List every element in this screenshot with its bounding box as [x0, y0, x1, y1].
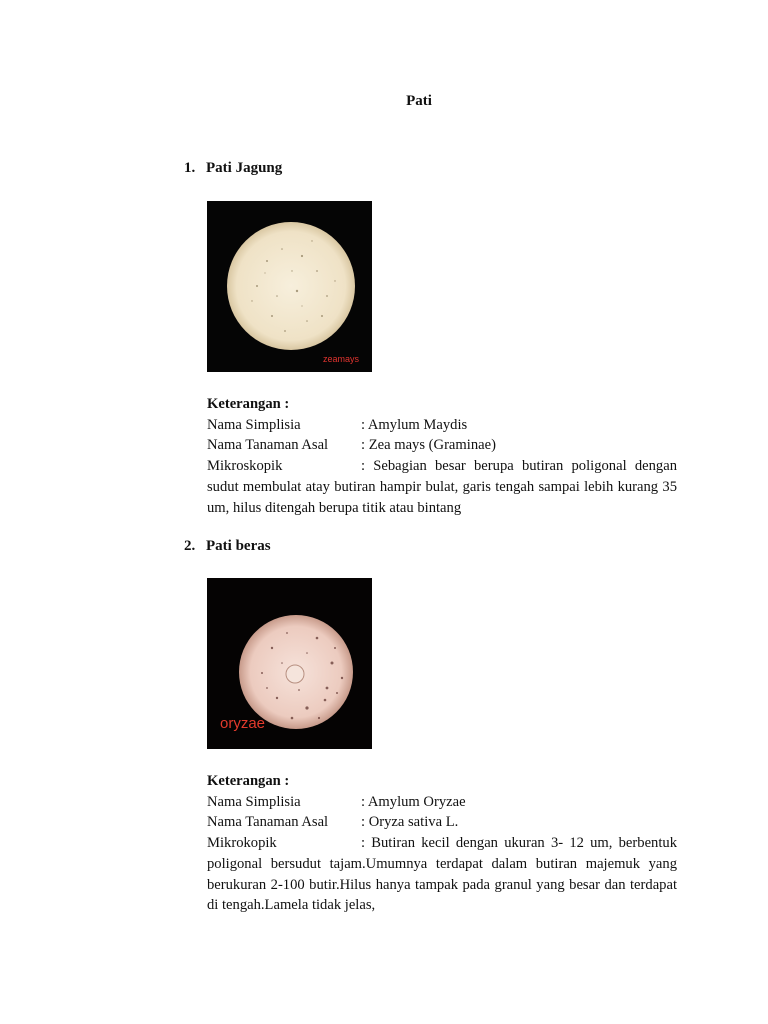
- info-row: [207, 812, 677, 833]
- description-key: Mikroskopik: [207, 458, 283, 475]
- info-value: : Amylum Maydis: [361, 416, 468, 433]
- info-key: Nama Simplisia: [207, 416, 301, 433]
- keterangan-block-beras: [207, 771, 677, 916]
- keterangan-title: Keterangan :: [207, 773, 290, 789]
- info-row: [207, 792, 677, 813]
- info-value: : Zea mays (Graminae): [361, 437, 496, 454]
- micrograph-label: zeamays: [323, 354, 360, 364]
- info-key: Nama Simplisia: [207, 793, 301, 810]
- info-row: [207, 435, 677, 456]
- keterangan-block-jagung: [207, 394, 677, 518]
- description-text: : Sebagian besar berupa butiran poligonal dengan sudut membulat atay butiran hampir bulat, garis tengah sampai lebih kurang 35 um, hilus ditengah berupa titik atau bintang: [207, 458, 677, 516]
- info-row: [207, 415, 677, 436]
- info-value: : Amylum Oryzae: [361, 793, 466, 810]
- description-paragraph: [207, 833, 677, 916]
- micrograph-label: oryzae: [220, 715, 266, 732]
- section-heading-beras: [184, 538, 271, 555]
- section-number: 2.: [184, 538, 196, 554]
- info-key: Nama Tanaman Asal: [207, 814, 329, 831]
- description-key: Mikrokopik: [207, 835, 277, 852]
- section-number: 1.: [184, 160, 196, 176]
- info-value: : Oryza sativa L.: [361, 814, 459, 831]
- description-text: : Butiran kecil dengan ukuran 3- 12 um, berbentuk poligonal bersudut tajam.Umumnya terdapat dalam butiran majemuk yang berukuran 2-100 butir.Hilus hanya tampak pada granul yang besar dan terdapat di tengah.Lamela tidak jelas,: [207, 835, 677, 914]
- info-key: Nama Tanaman Asal: [207, 437, 329, 454]
- micrograph-oryzae: [207, 578, 372, 749]
- section-title: Pati beras: [206, 538, 271, 554]
- section-heading-jagung: [184, 160, 282, 177]
- description-paragraph: [207, 456, 677, 518]
- micrograph-zeamays: [207, 201, 372, 372]
- page-title: Pati: [406, 93, 432, 109]
- section-title: Pati Jagung: [206, 160, 283, 176]
- keterangan-title: Keterangan :: [207, 396, 290, 412]
